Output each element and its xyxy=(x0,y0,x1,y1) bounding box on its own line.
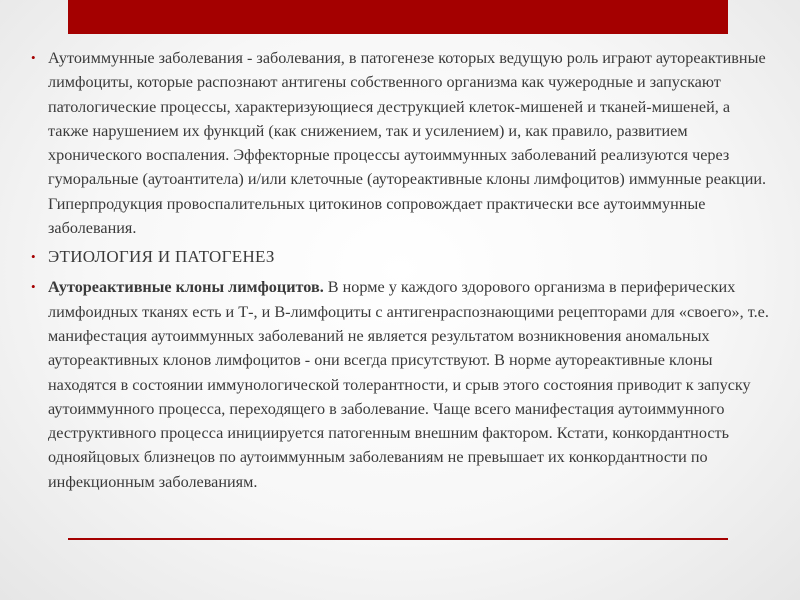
definition-paragraph: Аутоиммунные заболевания - заболевания, в патогенезе которых ведущую роль играют аутореактивные лимфоциты, которые распознают антигены собственного организма как чужеродные и запускают патологические процессы, характеризующиеся деструкцией клеток-мишеней и тканей-мишеней, а также нарушением их функций (как снижением, так и усилением) и, как правило, развитием хронического воспаления. Эффекторные процессы аутоиммунных заболеваний реализуются через гуморальные (аутоантитела) и/или клеточные (аутореактивные клоны лимфоцитов) иммунные реакции. Гиперпродукция провоспалительных цитокинов сопровождает практически все аутоиммунные заболевания. xyxy=(48,49,767,238)
autoreactive-clones-paragraph: В норме у каждого здорового организма в периферических лимфоидных тканях есть и Т-, и В-лимфоциты с антигенраспознающими рецепторами для «своего», т.е. манифестация аутоиммунных заболеваний не является результатом возникновения аномальных аутореактивных клонов лимфоцитов - они всегда присутствуют. В норме аутореактивные клоны находятся в состоянии иммунологической толерантности, и срыв этого состояния приводит к запуску аутоиммунного процесса, переходящего в заболевание. Чаще всего манифестация аутоиммунного деструктивного процесса инициируется патогенным внешним фактором. Кстати, конкордантность однояйцовых близнецов по аутоиммунным заболеваниям не превышает их конкордантности по инфекционным заболеваниям. xyxy=(48,278,769,491)
section-heading-item xyxy=(28,245,772,269)
autoreactive-clones-item xyxy=(28,275,772,494)
round-bullet-icon: • xyxy=(31,249,36,265)
definition-item xyxy=(28,46,772,240)
accent-divider xyxy=(68,538,728,540)
round-bullet-icon: • xyxy=(31,50,36,65)
slide-content xyxy=(28,46,772,499)
autoreactive-clones-lead: Аутореактивные клоны лимфоцитов. xyxy=(48,278,324,297)
round-bullet-icon: • xyxy=(31,279,36,295)
header-bar xyxy=(68,0,728,34)
section-heading: ЭТИОЛОГИЯ И ПАТОГЕНЕЗ xyxy=(48,247,275,267)
